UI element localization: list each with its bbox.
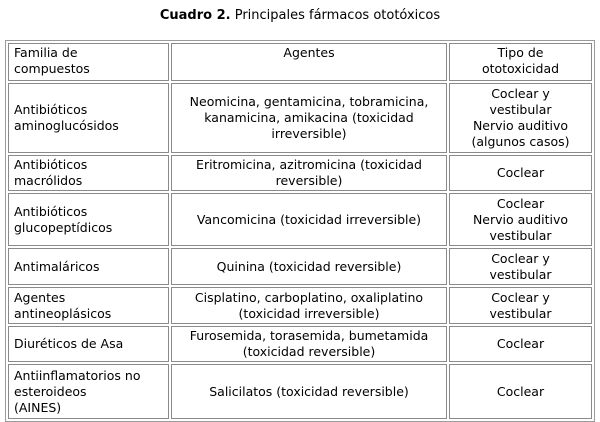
tipo-line: Coclear (496, 336, 545, 351)
header-row (8, 43, 592, 81)
tipo-cell (449, 326, 592, 362)
familia-line: macrólidos (14, 173, 83, 188)
caption-text: Principales fármacos ototóxicos (234, 8, 441, 23)
tipo-line: vestibular (489, 102, 552, 117)
tipo-cell (449, 193, 592, 246)
familia-line: Diuréticos de Asa (14, 336, 124, 351)
header-familia-line: compuestos (14, 61, 90, 76)
familia-line: Antibióticos (14, 102, 88, 117)
agentes-cell (171, 364, 447, 419)
familia-line: Agentes (14, 289, 66, 305)
table-row (8, 83, 592, 153)
tipo-cell (449, 287, 592, 324)
header-tipo-line: ototoxicidad (481, 61, 560, 76)
tipo-line: Coclear y (491, 250, 550, 266)
table-caption (0, 7, 600, 24)
agentes-line: irreversible) (271, 126, 347, 141)
familia-line: Antibióticos (14, 157, 88, 172)
tipo-cell (449, 155, 592, 191)
familia-line: Antibióticos (14, 203, 88, 219)
familia-cell (8, 248, 169, 285)
tipo-cell (449, 248, 592, 285)
familia-cell (8, 287, 169, 324)
table-row (8, 248, 592, 285)
familia-line: (AINES) (14, 399, 62, 415)
familia-line: Antiinflamatorios no (14, 367, 141, 383)
tipo-line: Coclear y (491, 86, 550, 101)
agentes-cell (171, 193, 447, 246)
header-familia (8, 43, 169, 81)
header-familia-line: Familia de (14, 45, 78, 60)
familia-line: Antimaláricos (14, 258, 100, 274)
table-row (8, 193, 592, 246)
table-row (8, 364, 592, 419)
tipo-line: (algunos casos) (471, 134, 570, 149)
agentes-line: Neomicina, gentamicina, tobramicina, (189, 94, 429, 109)
agentes-line: Quinina (toxicidad reversible) (216, 258, 402, 274)
tipo-line: vestibular (489, 227, 552, 243)
agentes-cell (171, 83, 447, 153)
familia-line: aminoglucósidos (14, 118, 119, 133)
agentes-line: Furosemida, torasemida, bumetamida (189, 328, 429, 343)
familia-cell (8, 326, 169, 362)
agentes-line: (toxicidad irreversible) (238, 305, 380, 321)
table-row (8, 287, 592, 324)
agentes-line: Vancomicina (toxicidad irreversible) (196, 211, 422, 227)
familia-cell (8, 83, 169, 153)
familia-cell (8, 155, 169, 191)
tipo-line: Coclear (496, 165, 545, 180)
agentes-line: Eritromicina, azitromicina (toxicidad (196, 157, 422, 172)
header-agentes (171, 43, 447, 81)
familia-line: glucopeptídicos (14, 219, 113, 235)
header-tipo (449, 43, 592, 81)
ototoxic-drugs-table (5, 40, 595, 422)
familia-cell (8, 193, 169, 246)
agentes-line: Salicilatos (toxicidad reversible) (209, 383, 409, 399)
header-tipo-line: Tipo de (497, 45, 544, 60)
agentes-line: kanamicina, amikacina (toxicidad (204, 110, 414, 125)
tipo-line: Coclear (496, 383, 545, 399)
tipo-line: Nervio auditivo (472, 211, 569, 227)
tipo-line: Nervio auditivo (472, 118, 569, 133)
tipo-cell (449, 364, 592, 419)
tipo-line: Coclear (496, 195, 545, 211)
familia-cell (8, 364, 169, 419)
agentes-line: Cisplatino, carboplatino, oxaliplatino (194, 289, 424, 305)
agentes-cell (171, 326, 447, 362)
tipo-cell (449, 83, 592, 153)
table-row (8, 326, 592, 362)
table-row (8, 155, 592, 191)
agentes-cell (171, 248, 447, 285)
tipo-line: vestibular (489, 266, 552, 282)
tipo-line: Coclear y (491, 289, 550, 305)
header-agentes-line: Agentes (283, 45, 335, 60)
tipo-line: vestibular (489, 305, 552, 321)
agentes-line: (toxicidad reversible) (242, 344, 376, 359)
agentes-cell (171, 155, 447, 191)
caption-label: Cuadro 2. (159, 8, 231, 23)
familia-line: antineoplásicos (14, 305, 112, 321)
agentes-line: reversible) (275, 173, 343, 188)
familia-line: esteroideos (14, 383, 87, 399)
agentes-cell (171, 287, 447, 324)
